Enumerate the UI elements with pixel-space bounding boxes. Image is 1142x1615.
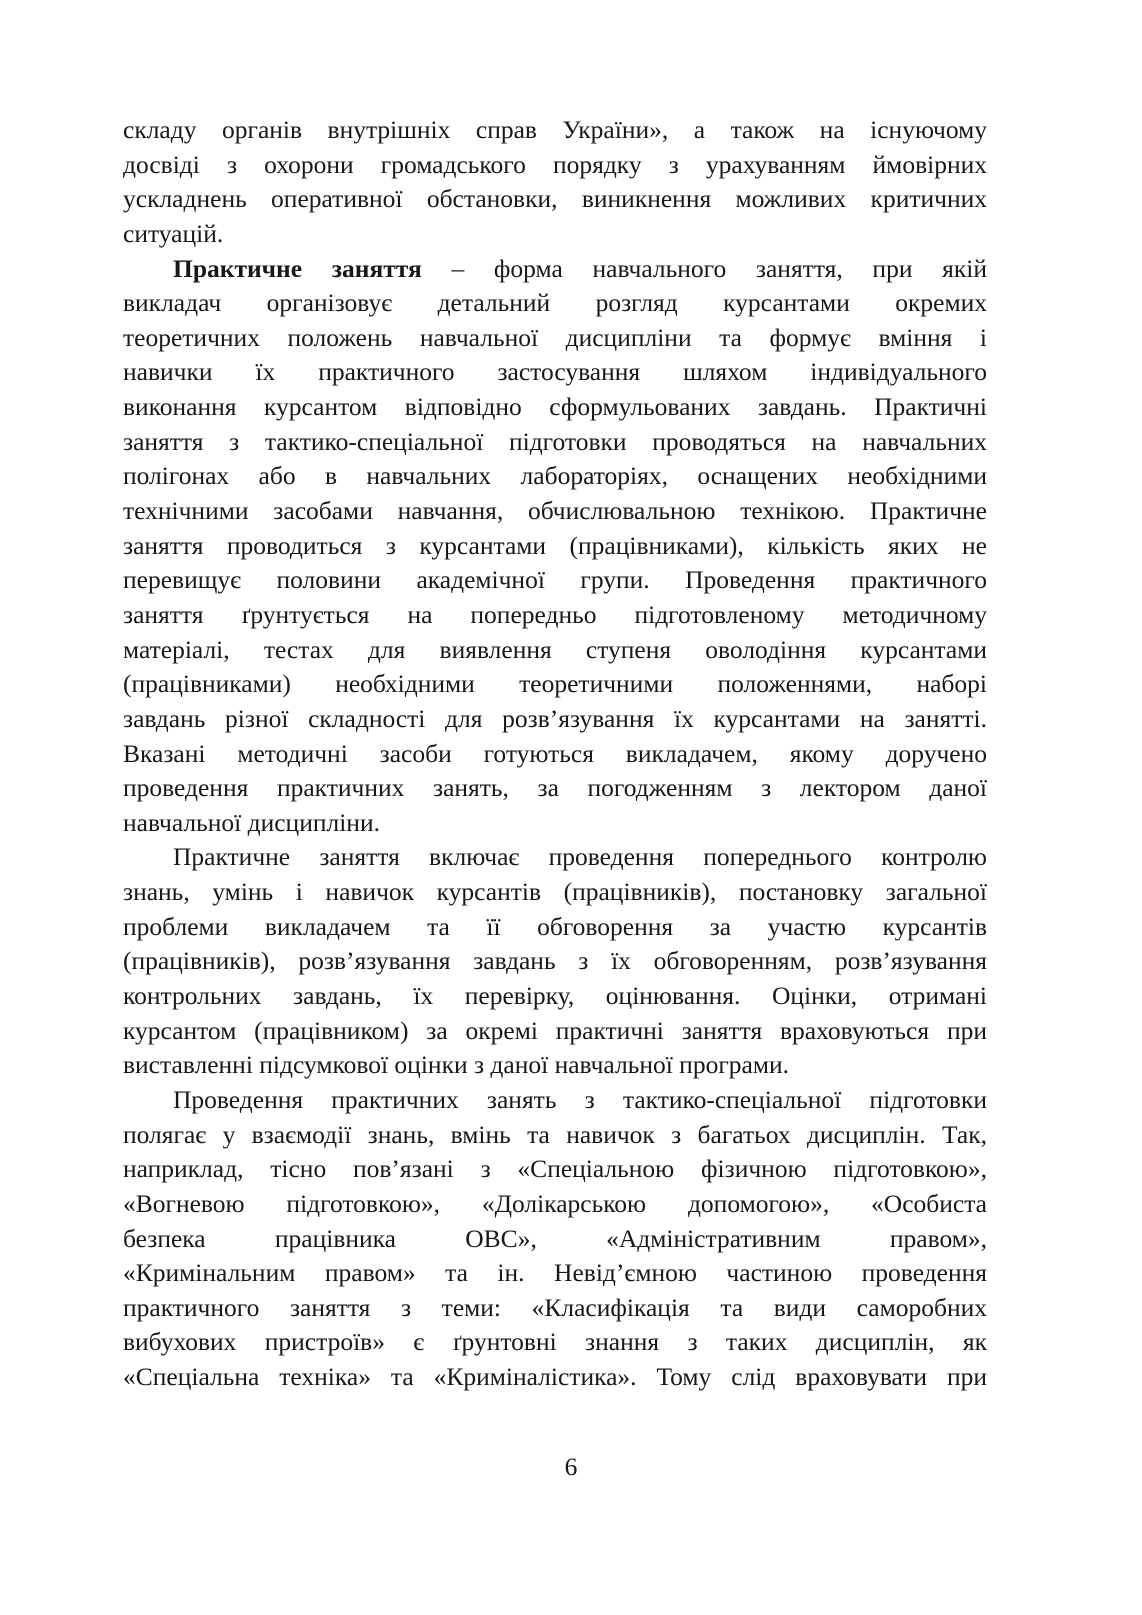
text-line: (працівниками) необхідними теоретичними положеннями, наборі — [123, 669, 987, 699]
body-text — [123, 113, 987, 1395]
text-line: навички їх практичного застосування шляхом індивідуального — [123, 357, 987, 387]
text-line: полігонах або в навчальних лабораторіях, оснащених необхідними — [123, 461, 987, 491]
text-line: виконання курсантом відповідно сформульованих завдань. Практичні — [123, 392, 987, 422]
page-number: 6 — [564, 1452, 578, 1481]
text-line: теоретичних положень навчальної дисципліни та формує вміння і — [123, 322, 987, 352]
text-line: перевищує половини академічної групи. Проведення практичного — [123, 565, 987, 595]
text-line: заняття проводиться з курсантами (працівниками), кількість яких не — [123, 530, 987, 560]
text-line: заняття ґрунтується на попередньо підготовленому методичному — [123, 599, 987, 629]
text-line: досвіді з охорони громадського порядку з урахуванням ймовірних — [123, 149, 987, 179]
text-line: «Вогневою підготовкою», «Долікарською допомогою», «Особиста — [123, 1188, 987, 1218]
text-line: Практичне заняття включає проведення попереднього контролю — [173, 842, 987, 872]
text-line: заняття з тактико-спеціальної підготовки проводяться на навчальних — [123, 426, 987, 456]
text-line: матеріалі, тестах для виявлення ступеня оволодіння курсантами — [123, 634, 987, 664]
text-line: навчальної дисципліни. — [123, 807, 380, 837]
text-line — [123, 252, 987, 287]
text-line: складу органів внутрішніх справ України», а також на існуючому — [123, 115, 987, 144]
paragraph-1 — [123, 113, 987, 252]
text-line: (працівників), розв’язування завдань з їх обговоренням, розв’язування — [123, 946, 987, 976]
text-line: Вказані методичні засоби готуються викладачем, якому доручено — [123, 738, 987, 768]
paragraph-2 — [123, 252, 987, 841]
text-line: проведення практичних занять, за погодженням з лектором даної — [123, 773, 987, 803]
definition-text: – форма навчального заняття, при якій — [421, 253, 987, 283]
text-line: безпека працівника ОВС», «Адміністративним правом», — [123, 1223, 987, 1253]
text-line: наприклад, тісно пов’язані з «Спеціальною фізичною підготовкою», — [123, 1154, 987, 1184]
text-line: технічними засобами навчання, обчислювальною технікою. Практичне — [123, 496, 987, 526]
text-line: курсантом (працівником) за окремі практичні заняття враховуються при — [123, 1015, 987, 1045]
text-line: виставленні підсумкової оцінки з даної навчальної програми. — [123, 1050, 790, 1080]
text-line: проблеми викладачем та її обговорення за участю курсантів — [123, 911, 987, 941]
text-line: контрольних завдань, їх перевірку, оцінювання. Оцінки, отримані — [123, 981, 987, 1011]
text-line: вибухових пристроїв» є ґрунтовні знання з таких дисциплін, як — [123, 1327, 987, 1357]
paragraph-3 — [123, 840, 987, 1082]
text-line: викладач організовує детальний розгляд курсантами окремих — [123, 288, 987, 318]
text-line: ускладнень оперативної обстановки, виникнення можливих критичних — [123, 184, 987, 214]
text-line: завдань різної складності для розв’язування їх курсантами на занятті. — [123, 703, 987, 733]
paragraph-4 — [123, 1083, 987, 1395]
text-line: полягає у взаємодії знань, вмінь та навичок з багатьох дисциплін. Так, — [123, 1119, 987, 1149]
text-line: ситуацій. — [123, 218, 224, 248]
text-line: практичного заняття з теми: «Класифікація та види саморобних — [123, 1292, 987, 1322]
text-line: знань, умінь і навичок курсантів (працівників), постановку загальної — [123, 877, 987, 907]
text-line: «Кримінальним правом» та ін. Невід’ємною частиною проведення — [123, 1258, 987, 1288]
text-line: Проведення практичних занять з тактико-спеціальної підготовки — [173, 1084, 987, 1114]
text-line: «Спеціальна техніка» та «Криміналістика». Тому слід враховувати при — [123, 1362, 987, 1392]
defined-term: Практичне заняття — [173, 253, 422, 283]
